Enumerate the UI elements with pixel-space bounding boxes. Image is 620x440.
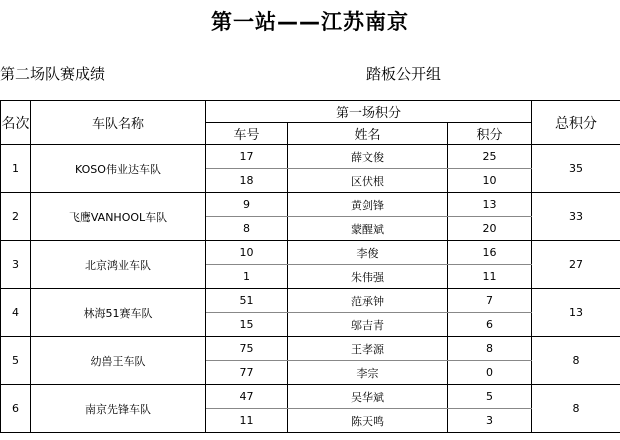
- table-row: [1, 385, 620, 409]
- team-name-cell: 北京鸿业车队: [31, 241, 206, 289]
- rank-cell: 3: [1, 241, 31, 289]
- points-cell: 3: [448, 409, 532, 433]
- points-cell: 7: [448, 289, 532, 313]
- rider-name-cell: 李宗: [288, 361, 448, 385]
- total-cell: 33: [532, 193, 620, 241]
- team-name-cell: 飞鹰VANHOOL车队: [31, 193, 206, 241]
- car-number-cell: 47: [206, 385, 288, 409]
- table-row: [1, 193, 620, 217]
- team-name-cell: 林海51赛车队: [31, 289, 206, 337]
- points-cell: 8: [448, 337, 532, 361]
- rank-cell: 5: [1, 337, 31, 385]
- car-number-cell: 77: [206, 361, 288, 385]
- points-cell: 6: [448, 313, 532, 337]
- team-header: 车队名称: [31, 101, 206, 145]
- car-number-cell: 15: [206, 313, 288, 337]
- points-cell: 0: [448, 361, 532, 385]
- points-cell: 10: [448, 169, 532, 193]
- total-cell: 27: [532, 241, 620, 289]
- name-header: 姓名: [288, 123, 448, 145]
- points-cell: 5: [448, 385, 532, 409]
- rider-name-cell: 邬吉青: [288, 313, 448, 337]
- number-header: 车号: [206, 123, 288, 145]
- rider-name-cell: 区伏根: [288, 169, 448, 193]
- rider-name-cell: 李俊: [288, 241, 448, 265]
- team-name-cell: KOSO伟业达车队: [31, 145, 206, 193]
- car-number-cell: 51: [206, 289, 288, 313]
- rider-name-cell: 范承钟: [288, 289, 448, 313]
- car-number-cell: 11: [206, 409, 288, 433]
- rider-name-cell: 王孝源: [288, 337, 448, 361]
- table-row: [1, 241, 620, 265]
- rider-name-cell: 蒙醒斌: [288, 217, 448, 241]
- car-number-cell: 1: [206, 265, 288, 289]
- team-name-cell: 南京先锋车队: [31, 385, 206, 433]
- rider-name-cell: 黄剑锋: [288, 193, 448, 217]
- header-row-top: [1, 101, 620, 123]
- rank-cell: 1: [1, 145, 31, 193]
- rider-name-cell: 薛文俊: [288, 145, 448, 169]
- round-header: 第一场积分: [206, 101, 532, 123]
- points-header: 积分: [448, 123, 532, 145]
- rank-header: 名次: [1, 101, 31, 145]
- car-number-cell: 8: [206, 217, 288, 241]
- points-cell: 11: [448, 265, 532, 289]
- rank-cell: 6: [1, 385, 31, 433]
- car-number-cell: 75: [206, 337, 288, 361]
- points-cell: 20: [448, 217, 532, 241]
- total-cell: 13: [532, 289, 620, 337]
- rider-name-cell: 朱伟强: [288, 265, 448, 289]
- page-title: 第一站——江苏南京: [211, 10, 409, 34]
- class-subtitle: 踏板公开组: [366, 65, 442, 83]
- results-table: [0, 100, 620, 433]
- rider-name-cell: 陈天鸣: [288, 409, 448, 433]
- rank-cell: 4: [1, 289, 31, 337]
- rank-cell: 2: [1, 193, 31, 241]
- total-cell: 8: [532, 337, 620, 385]
- table-row: [1, 289, 620, 313]
- total-cell: 35: [532, 145, 620, 193]
- car-number-cell: 10: [206, 241, 288, 265]
- points-cell: 25: [448, 145, 532, 169]
- table-row: [1, 145, 620, 169]
- car-number-cell: 18: [206, 169, 288, 193]
- session-subtitle: 第二场队赛成绩: [0, 65, 106, 83]
- points-cell: 13: [448, 193, 532, 217]
- total-cell: 8: [532, 385, 620, 433]
- table-row: [1, 337, 620, 361]
- car-number-cell: 9: [206, 193, 288, 217]
- car-number-cell: 17: [206, 145, 288, 169]
- team-name-cell: 幼兽王车队: [31, 337, 206, 385]
- total-header: 总积分: [532, 101, 620, 145]
- rider-name-cell: 吴华斌: [288, 385, 448, 409]
- points-cell: 16: [448, 241, 532, 265]
